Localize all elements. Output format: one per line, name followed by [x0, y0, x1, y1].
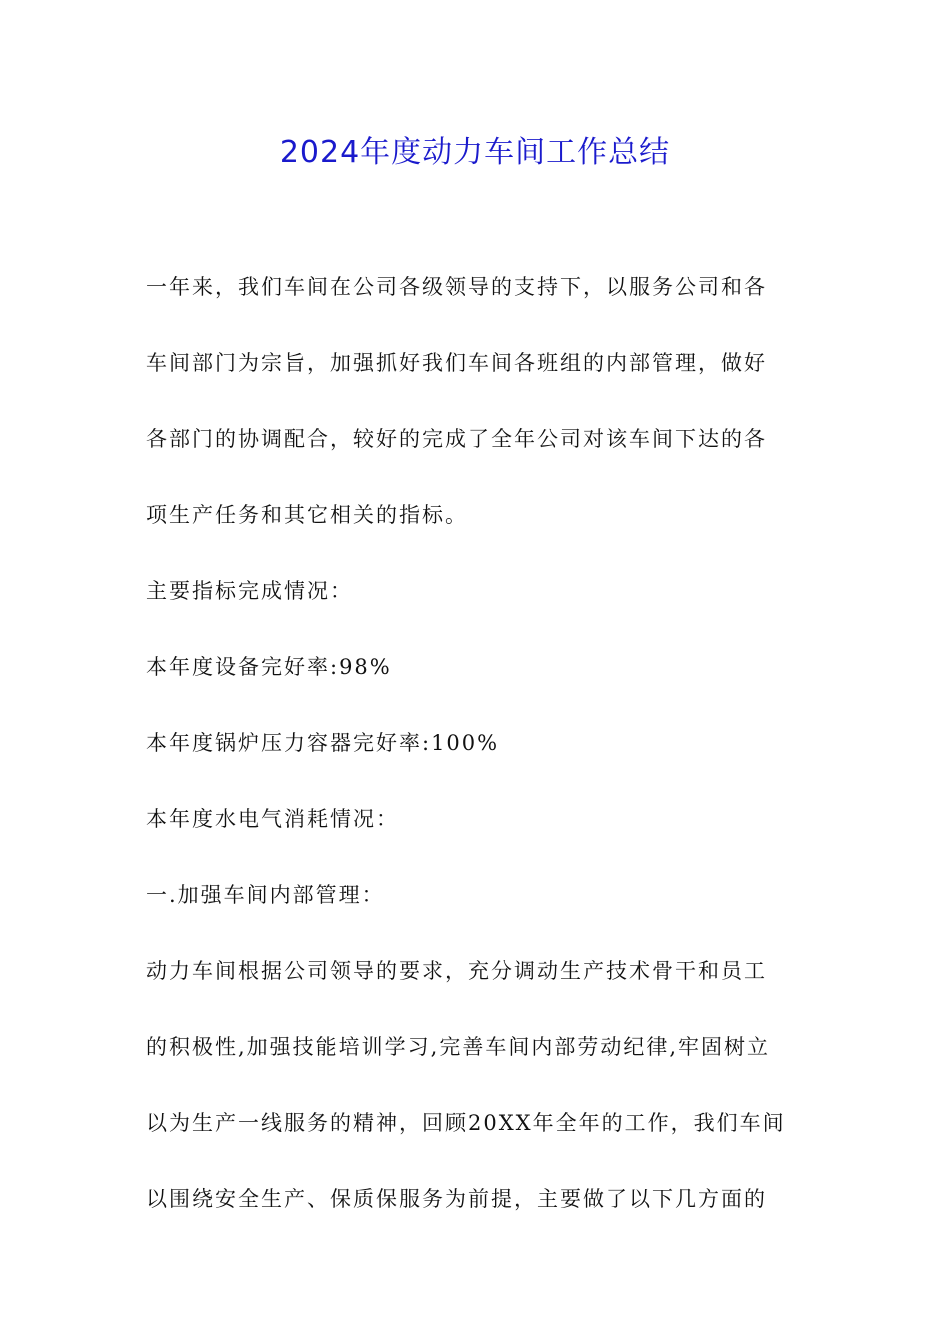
text-line: 以围绕安全生产、保质保服务为前提，主要做了以下几方面的	[146, 1187, 767, 1211]
paragraph-equipment-rate	[146, 629, 810, 705]
text-line: 一年来，我们车间在公司各级领导的支持下，以服务公司和各	[146, 275, 767, 299]
text-line: 动力车间根据公司领导的要求，充分调动生产技术骨干和员工	[146, 959, 767, 983]
text-line: 车间部门为宗旨，加强抓好我们车间各班组的内部管理，做好	[146, 351, 767, 375]
paragraph-management-body	[146, 933, 810, 1237]
text-line: 项生产任务和其它相关的指标。	[146, 503, 468, 527]
document-body	[146, 249, 810, 1237]
text-line: 本年度水电气消耗情况：	[146, 807, 399, 831]
paragraph-boiler-rate	[146, 705, 810, 781]
section-heading-management	[146, 857, 810, 933]
text-line: 本年度锅炉压力容器完好率:100%	[146, 731, 500, 755]
document-title: 2024年度动力车间工作总结	[279, 135, 671, 170]
text-line: 一.加强车间内部管理：	[146, 883, 385, 907]
text-line: 以为生产一线服务的精神，回顾20XX年全年的工作，我们车间	[146, 1111, 786, 1135]
paragraph-consumption	[146, 781, 810, 857]
text-line: 各部门的协调配合，较好的完成了全年公司对该车间下达的各	[146, 427, 767, 451]
text-line: 的积极性,加强技能培训学习,完善车间内部劳动纪律,牢固树立	[146, 1035, 771, 1059]
text-line: 本年度设备完好率:98%	[146, 655, 392, 679]
paragraph-intro	[146, 249, 810, 553]
paragraph-indicators-heading	[146, 553, 810, 629]
text-line: 主要指标完成情况：	[146, 579, 353, 603]
